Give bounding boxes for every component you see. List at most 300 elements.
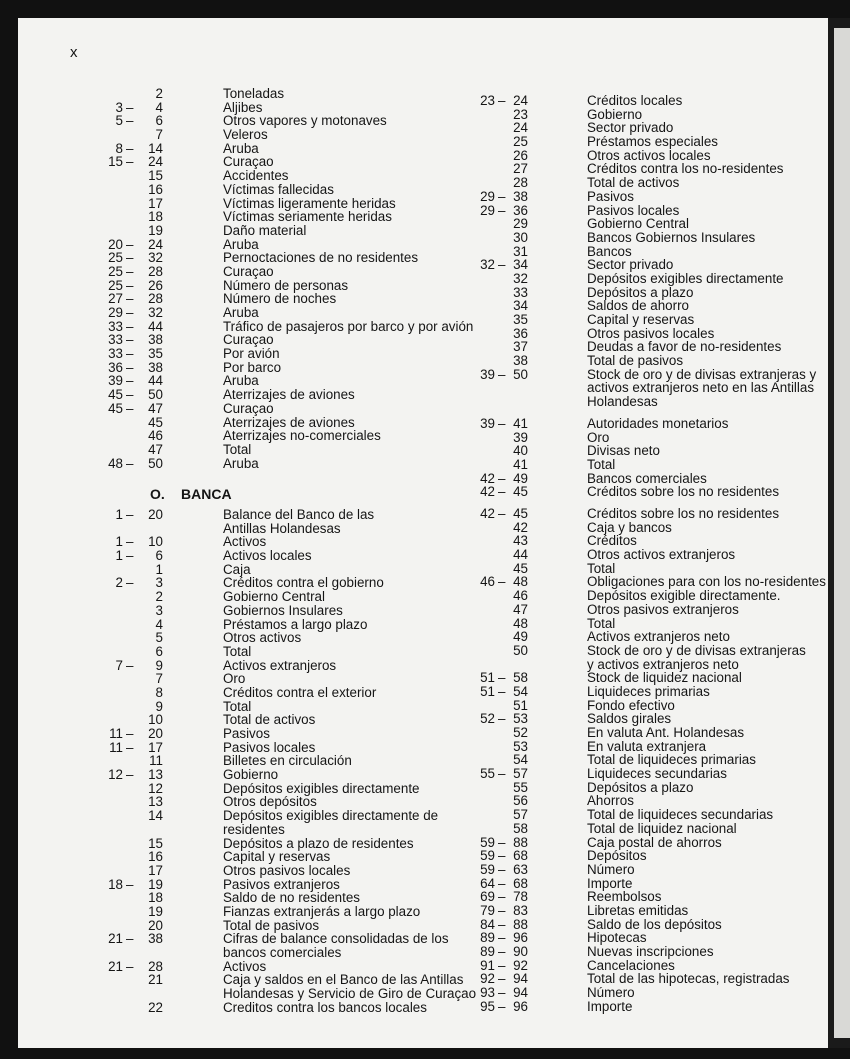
table-number: 38	[148, 359, 163, 375]
list-item	[40, 224, 440, 238]
range-start: 32	[480, 257, 495, 273]
list-item	[40, 905, 440, 919]
table-number: 47	[148, 441, 163, 457]
table-number: 24	[513, 93, 528, 108]
table-title: Pasivos locales	[587, 202, 680, 218]
table-number: 6	[155, 548, 163, 564]
table-number: 2	[155, 589, 163, 605]
list-item	[40, 183, 440, 197]
table-title: Créditos sobre los no residentes	[587, 484, 780, 500]
table-title: Hipotecas	[587, 930, 647, 946]
list-item	[40, 768, 440, 782]
table-title: Gobierno Central	[223, 589, 325, 605]
section-title: BANCA	[181, 486, 232, 502]
list-item	[40, 754, 440, 768]
table-title: Total de pasivos	[223, 917, 320, 933]
list-item	[460, 658, 830, 672]
table-number: 14	[148, 808, 163, 824]
section-heading-banca	[0, 486, 400, 506]
table-number: 54	[513, 752, 528, 768]
range-start: 39	[108, 373, 123, 389]
table-number: 4	[155, 616, 163, 632]
table-title: Créditos contra los no-residentes	[587, 161, 784, 177]
list-item	[460, 726, 830, 740]
range-start: 79	[480, 902, 495, 918]
list-item	[40, 251, 440, 265]
range-dash: –	[126, 767, 134, 783]
list-item	[40, 333, 440, 347]
table-number: 16	[148, 181, 163, 197]
table-title: Liquideces secundarias	[587, 766, 727, 782]
table-number: 9	[155, 657, 163, 673]
table-title: Depósitos exigibles directamente	[223, 780, 420, 796]
table-number: 11	[149, 753, 163, 769]
range-start: 21	[108, 958, 123, 974]
list-item	[40, 279, 440, 293]
table-number: 23	[513, 106, 528, 122]
table-number: 39	[513, 429, 528, 445]
range-dash: –	[498, 766, 506, 782]
table-title: Depósitos a plazo de residentes	[223, 835, 414, 851]
range-start: 89	[480, 944, 495, 959]
section-letter: O.	[150, 486, 165, 502]
adjacent-page-strip	[834, 28, 850, 1038]
table-number: 29	[513, 216, 528, 232]
range-start: 21	[108, 931, 123, 947]
table-number: 51	[513, 697, 528, 713]
list-item	[460, 863, 830, 877]
table-number: 38	[148, 332, 163, 348]
list-item	[40, 631, 440, 645]
table-title: En valuta extranjera	[587, 738, 707, 754]
range-dash: –	[126, 400, 134, 416]
list-item	[40, 318, 474, 334]
table-title: Saldo de los depósitos	[587, 916, 722, 932]
table-number: 53	[513, 738, 528, 754]
range-dash: –	[126, 154, 134, 170]
table-number: 50	[148, 387, 163, 403]
table-title: Pernoctaciones de no residentes	[223, 250, 419, 266]
table-number: 31	[513, 243, 528, 259]
list-item	[460, 972, 830, 986]
table-number: 41	[513, 457, 528, 473]
table-number: 56	[513, 793, 528, 809]
table-title: Otros depósitos	[223, 794, 317, 810]
range-dash: –	[498, 416, 506, 431]
list-item	[460, 918, 830, 932]
range-start: 92	[480, 971, 495, 987]
table-number: 50	[513, 642, 528, 658]
list-item	[40, 727, 440, 741]
range-dash: –	[126, 958, 134, 974]
range-dash: –	[498, 188, 506, 204]
table-title: Libretas emitidas	[587, 902, 689, 918]
range-start: 59	[480, 848, 495, 864]
table-title: Por avión	[223, 346, 280, 362]
table-number: 3	[155, 602, 163, 618]
table-title: Aruba	[223, 140, 259, 156]
range-dash: –	[126, 250, 134, 266]
range-dash: –	[498, 944, 506, 959]
table-title: Holandesas y Servicio de Giro de Curaçao	[223, 986, 477, 1002]
list-item	[460, 1000, 830, 1014]
range-start: 33	[108, 332, 123, 348]
page-number: x	[70, 44, 78, 61]
table-title: Aterrizajes de aviones	[223, 414, 355, 430]
range-dash: –	[126, 332, 134, 348]
list-item	[40, 618, 440, 632]
range-start: 29	[108, 305, 123, 320]
list-item	[40, 713, 440, 727]
list-item	[40, 238, 440, 252]
table-title: Deudas a favor de no-residentes	[587, 339, 782, 355]
list-item	[460, 945, 830, 959]
table-title: Total	[587, 457, 616, 473]
range-dash: –	[498, 998, 506, 1014]
table-title: Depósitos exigible directamente.	[587, 588, 781, 604]
table-title: Saldos de ahorro	[587, 298, 689, 314]
list-item	[460, 548, 830, 562]
table-title: Divisas neto	[587, 443, 660, 459]
range-start: 7	[115, 657, 123, 673]
list-item	[40, 169, 440, 183]
table-number: 53	[513, 711, 528, 727]
table-title: Pasivos extranjeros	[223, 876, 340, 892]
table-title: Cancelaciones	[587, 957, 675, 973]
table-number: 21	[148, 972, 163, 988]
range-start: 45	[108, 400, 123, 416]
list-item	[40, 878, 440, 892]
list-item	[460, 849, 830, 863]
table-title: Por barco	[223, 359, 282, 375]
table-number: 27	[513, 161, 528, 177]
range-start: 59	[480, 834, 495, 850]
list-item	[460, 699, 830, 713]
table-title: Víctimas seriamente heridas	[223, 209, 392, 225]
table-title: Oro	[587, 429, 610, 445]
list-item	[460, 822, 830, 836]
range-start: 93	[480, 985, 495, 1001]
adjacent-page-edge	[828, 18, 850, 1048]
table-title: Caja postal de ahorros	[587, 834, 722, 850]
range-dash: –	[498, 484, 506, 500]
table-number: 30	[513, 229, 528, 245]
table-title: Víctimas fallecidas	[223, 181, 334, 197]
table-title: Bancos Gobiernos Insulares	[587, 229, 756, 245]
range-start: 42	[480, 484, 495, 500]
table-title: Préstamos a largo plazo	[223, 616, 368, 632]
table-title: Toneladas	[223, 86, 285, 101]
list-item	[460, 444, 830, 458]
list-item	[40, 142, 440, 156]
table-title: Liquideces primarias	[587, 683, 710, 699]
range-start: 39	[480, 366, 495, 382]
list-item	[460, 794, 830, 808]
table-number: 20	[148, 726, 163, 741]
range-dash: –	[126, 291, 134, 307]
range-start: 64	[480, 875, 495, 891]
list-item	[460, 354, 830, 368]
range-dash: –	[498, 711, 506, 727]
table-title: Total	[223, 441, 252, 457]
list-item	[40, 101, 440, 115]
list-item	[460, 458, 830, 472]
list-item	[460, 472, 830, 486]
table-number: 44	[148, 373, 163, 389]
table-number: 63	[513, 861, 528, 877]
list-item	[460, 617, 830, 631]
range-dash: –	[126, 318, 134, 334]
table-title: Reembolsos	[587, 889, 662, 905]
list-item	[460, 781, 830, 795]
table-title: Depósitos exigibles directamente	[587, 270, 784, 286]
range-start: 5	[115, 113, 123, 129]
range-dash: –	[498, 506, 506, 521]
list-item	[460, 575, 830, 589]
list-item	[40, 604, 440, 618]
list-item	[460, 121, 830, 135]
list-item	[40, 292, 440, 306]
table-number: 48	[513, 574, 528, 590]
table-number: 6	[155, 643, 163, 659]
range-start: 91	[480, 957, 495, 973]
list-item	[460, 740, 830, 754]
range-start: 33	[108, 346, 123, 362]
table-title: Créditos sobre los no residentes	[587, 506, 780, 521]
table-title: Caja y bancos	[587, 519, 672, 535]
list-item	[40, 457, 440, 471]
table-title: Total de las hipotecas, registradas	[587, 971, 790, 987]
table-number: 13	[148, 767, 163, 783]
table-number: 24	[148, 154, 163, 170]
table-title: Daño material	[223, 222, 307, 238]
range-dash: –	[498, 834, 506, 850]
table-number: 32	[513, 270, 528, 286]
table-number: 28	[148, 291, 163, 307]
table-title: Aruba	[223, 305, 259, 320]
table-title: Balance del Banco de las	[223, 507, 375, 522]
table-title: Total de liquidez nacional	[587, 820, 737, 836]
table-number: 49	[513, 629, 528, 645]
table-title: Víctimas ligeramente heridas	[223, 195, 396, 211]
range-dash: –	[498, 366, 506, 382]
range-start: 1	[115, 534, 123, 550]
table-number: 14	[148, 140, 163, 156]
list-item	[460, 299, 830, 313]
range-dash: –	[498, 930, 506, 946]
range-dash: –	[498, 889, 506, 905]
range-start: 51	[480, 683, 495, 699]
table-title: Stock de oro y de divisas extranjeras	[587, 642, 806, 658]
table-number: 32	[148, 250, 163, 266]
list-item	[460, 258, 830, 272]
table-number: 58	[513, 670, 528, 686]
list-item	[460, 644, 830, 658]
range-dash: –	[126, 455, 134, 471]
table-title: Total de liquideces primarias	[587, 752, 756, 768]
table-title: bancos comerciales	[223, 945, 342, 960]
list-item	[40, 659, 440, 673]
list-item	[460, 245, 830, 259]
range-dash: –	[498, 957, 506, 973]
range-dash: –	[126, 263, 134, 279]
table-title: Caja y saldos en el Banco de las Antillas	[223, 972, 464, 988]
table-number: 45	[513, 506, 528, 521]
table-title: Pasivos	[223, 726, 270, 741]
range-dash: –	[126, 739, 134, 755]
table-number: 9	[155, 698, 163, 714]
range-start: 23	[480, 93, 495, 108]
table-title: Sector privado	[587, 120, 674, 136]
list-item	[460, 931, 830, 945]
table-title: Total	[587, 560, 616, 576]
left-column-top-list	[40, 86, 474, 471]
range-dash: –	[126, 373, 134, 389]
table-number: 96	[513, 998, 528, 1014]
table-title: Holandesas	[587, 394, 658, 410]
table-number: 12	[148, 780, 163, 796]
list-item	[40, 128, 440, 142]
table-number: 17	[148, 739, 163, 755]
table-title: Cifras de balance consolidadas de los	[223, 931, 449, 947]
table-number: 40	[513, 443, 528, 459]
range-start: 84	[480, 916, 495, 932]
table-number: 10	[148, 712, 163, 728]
table-title: Oro	[223, 671, 246, 687]
list-item	[40, 645, 440, 659]
table-number: 49	[513, 470, 528, 486]
table-number: 41	[513, 416, 528, 431]
list-item	[40, 700, 440, 714]
list-item	[460, 381, 830, 395]
range-dash: –	[498, 202, 506, 218]
range-dash: –	[126, 507, 134, 522]
table-number: 47	[513, 601, 528, 617]
list-item	[460, 485, 830, 499]
range-dash: –	[126, 305, 134, 320]
table-number: 18	[148, 890, 163, 906]
table-title: Créditos locales	[587, 93, 683, 108]
range-start: 25	[108, 277, 123, 293]
table-title: Importe	[587, 998, 633, 1014]
table-title: Bancos	[587, 243, 632, 259]
table-title: Creditos contra los bancos locales	[223, 999, 427, 1015]
range-start: 11	[109, 726, 123, 741]
table-title: Fianzas extranjerás a largo plazo	[223, 903, 421, 919]
table-number: 58	[513, 820, 528, 836]
table-number: 35	[148, 346, 163, 362]
table-number: 5	[155, 630, 163, 646]
list-item	[40, 535, 440, 549]
table-number: 52	[513, 725, 528, 740]
list-item	[460, 712, 830, 726]
list-item	[40, 522, 440, 536]
table-number: 35	[513, 312, 528, 327]
list-item	[40, 87, 440, 101]
range-start: 33	[108, 318, 123, 334]
table-title: Gobierno Central	[587, 216, 689, 232]
table-title: y activos extranjeros neto	[587, 656, 739, 672]
list-item	[40, 782, 440, 796]
table-number: 17	[148, 195, 163, 211]
range-start: 48	[108, 455, 123, 471]
list-item	[40, 306, 440, 320]
table-title: Importe	[587, 875, 633, 891]
table-number: 1	[155, 561, 163, 577]
range-dash: –	[498, 916, 506, 932]
range-start: 51	[480, 670, 495, 686]
table-number: 45	[513, 484, 528, 500]
table-number: 96	[513, 930, 528, 946]
range-dash: –	[126, 140, 134, 156]
range-start: 29	[480, 188, 495, 204]
table-number: 7	[155, 127, 163, 143]
range-start: 95	[480, 998, 495, 1014]
range-start: 2	[115, 575, 123, 591]
list-item	[40, 429, 440, 443]
list-item	[460, 135, 830, 149]
table-title: Activos extranjeros neto	[587, 629, 730, 645]
table-number: 90	[513, 944, 528, 959]
range-start: 27	[108, 291, 123, 307]
table-number: 4	[155, 99, 163, 115]
table-number: 33	[513, 284, 528, 300]
list-item	[40, 549, 440, 563]
table-title: Total	[223, 643, 252, 659]
range-dash: –	[498, 683, 506, 699]
table-number: 38	[148, 931, 163, 947]
range-dash: –	[126, 931, 134, 947]
table-number: 26	[148, 277, 163, 293]
table-title: Número	[587, 861, 635, 877]
list-item	[460, 507, 830, 521]
table-title: Activos	[223, 534, 267, 550]
range-start: 45	[108, 387, 123, 403]
table-title: Préstamos especiales	[587, 134, 718, 150]
table-title: Fondo efectivo	[587, 697, 675, 713]
table-title: Tráfico de pasajeros por barco y por avión	[223, 318, 474, 334]
list-item	[40, 986, 477, 1002]
table-number: 38	[513, 353, 528, 369]
table-title: Nuevas inscripciones	[587, 944, 714, 959]
table-number: 19	[148, 222, 163, 238]
list-item	[460, 753, 830, 767]
list-item	[460, 417, 830, 431]
list-item	[40, 563, 440, 577]
list-item	[460, 286, 830, 300]
list-item	[40, 1001, 440, 1015]
table-number: 55	[513, 779, 528, 795]
list-item	[460, 368, 830, 382]
range-dash: –	[498, 985, 506, 1001]
list-item	[460, 808, 830, 822]
table-title: En valuta Ant. Holandesas	[587, 725, 745, 740]
list-item	[460, 313, 830, 327]
list-item	[460, 630, 830, 644]
table-number: 15	[148, 835, 163, 851]
list-item	[460, 340, 830, 354]
list-item	[460, 272, 830, 286]
table-title: Aterrizajes no-comerciales	[223, 428, 381, 444]
table-title: Pasivos	[587, 188, 634, 204]
list-item	[460, 904, 830, 918]
table-number: 26	[513, 147, 528, 163]
range-dash: –	[126, 575, 134, 591]
table-number: 10	[148, 534, 163, 550]
range-start: 11	[109, 739, 123, 755]
range-start: 89	[480, 930, 495, 946]
table-number: 28	[513, 175, 528, 191]
